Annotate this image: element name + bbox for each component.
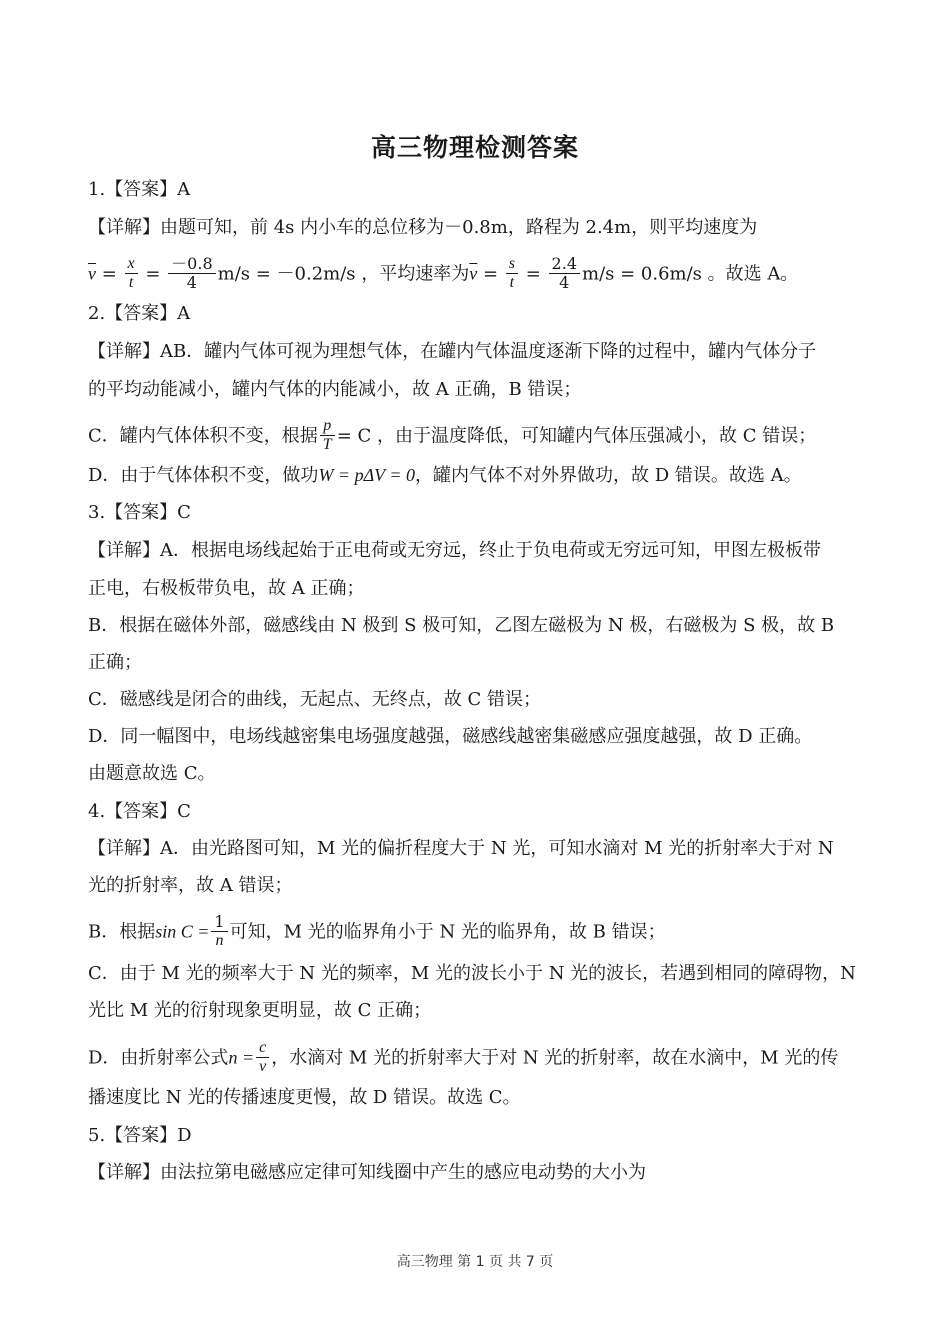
fraction-numerator: c xyxy=(256,1039,269,1058)
fraction-numerator: －0.8 xyxy=(168,255,215,274)
q3-detail-line-1: 【详解】A．根据电场线起始于正电荷或无穷远，终止于负电荷或无穷远可知，甲图左极板带 xyxy=(88,540,821,561)
text: ，罐内气体不对外界做功，故 D 错误。故选 A。 xyxy=(414,465,802,486)
q4-detail-line-1: 【详解】A．由光路图可知，M 光的偏折程度大于 N 光，可知水滴对 M 光的折射率大于对 N xyxy=(88,838,834,859)
q3-detail-line-7: 由题意故选 C。 xyxy=(88,763,216,784)
fraction-1-over-n xyxy=(211,913,227,950)
text: ，水滴对 M 光的折射率大于对 N 光的折射率，故在水滴中，M 光的传 xyxy=(271,1047,839,1069)
fraction-denominator: v xyxy=(259,1058,267,1075)
fraction-numerator: x xyxy=(125,255,138,274)
page-title: 高三物理检测答案 xyxy=(370,133,579,162)
q3-detail-line-6: D．同一幅图中，电场线越密集电场强度越强，磁感线越密集磁感应强度越强，故 D 正确。 xyxy=(88,726,813,747)
q2-detail-line-3 xyxy=(88,418,870,455)
fraction-numerator: 2.4 xyxy=(549,255,580,274)
q1-answer: 1.【答案】A xyxy=(88,179,191,200)
equals-sign: = xyxy=(520,263,547,285)
q2-detail-line-1: 【详解】AB．罐内气体可视为理想气体，在罐内气体温度逐渐下降的过程中，罐内气体分子 xyxy=(88,341,817,362)
q3-detail-line-4: 正确； xyxy=(88,652,142,673)
text: D．由折射率公式 xyxy=(88,1047,229,1069)
fraction-denominator: t xyxy=(128,274,134,291)
fraction-c-over-v xyxy=(256,1039,269,1076)
formula-text: m/s = －0.2m/s ，平均速率为 xyxy=(217,263,470,285)
fraction-numerator: p xyxy=(320,417,335,436)
fraction-numerator: s xyxy=(506,255,518,274)
fraction-s-over-t xyxy=(506,255,518,292)
text: = C ，由于温度降低，可知罐内气体压强减小，故 C 错误； xyxy=(336,425,817,447)
equals-sign: = xyxy=(477,263,504,285)
q4-answer: 4.【答案】C xyxy=(88,801,191,822)
q2-detail-line-2: 的平均动能减小，罐内气体的内能减小，故 A 正确，B 错误； xyxy=(88,379,582,400)
fraction-denominator: T xyxy=(322,436,332,453)
q4-detail-line-5: 光比 M 光的衍射现象更明显，故 C 正确； xyxy=(88,1000,432,1021)
avg-velocity-symbol: $\overline{v}$ xyxy=(88,263,96,284)
q2-detail-line-4 xyxy=(88,461,870,490)
fraction-x-over-t xyxy=(125,255,138,292)
equals-sign: = xyxy=(96,263,123,285)
q5-answer: 5.【答案】D xyxy=(88,1125,192,1146)
fraction-p-over-T xyxy=(320,417,335,454)
text: D．由于气体体积不变，做功 xyxy=(88,465,319,486)
equals-sign: = xyxy=(139,263,167,285)
q1-formula-line xyxy=(88,256,870,293)
q4-detail-line-4: C．由于 M 光的频率大于 N 光的频率，M 光的波长小于 N 光的波长，若遇到相同的障碍物，N xyxy=(88,963,856,984)
q3-detail-line-3: B．根据在磁体外部，磁感线由 N 极到 S 极可知，乙图左磁极为 N 极，右磁极为 S 极，故 B xyxy=(88,615,835,636)
q4-detail-line-2: 光的折射率，故 A 错误； xyxy=(88,875,293,896)
text: B．根据 xyxy=(88,921,156,943)
q5-detail-line-1: 【详解】由法拉第电磁感应定律可知线圈中产生的感应电动势的大小为 xyxy=(88,1162,646,1183)
q4-detail-line-3 xyxy=(88,914,870,951)
text: C．罐内气体体积不变，根据 xyxy=(88,425,318,447)
fraction-denominator: t xyxy=(509,274,515,291)
avg-speed-symbol: $\overline{v}$ xyxy=(469,263,478,284)
q2-answer: 2.【答案】A xyxy=(88,303,191,324)
fraction-denominator: 4 xyxy=(559,273,570,292)
fraction-distance xyxy=(549,255,580,292)
q3-detail-line-5: C．磁感线是闭合的曲线，无起点、无终点，故 C 错误； xyxy=(88,689,541,710)
formula-text: m/s = 0.6m/s 。故选 A。 xyxy=(582,263,799,285)
refraction-formula: n = xyxy=(228,1047,255,1068)
q4-detail-line-6 xyxy=(88,1040,870,1077)
q4-detail-line-7: 播速度比 N 光的传播速度更慢，故 D 错误。故选 C。 xyxy=(88,1087,521,1108)
page-footer: 高三物理 第 1 页 共 7 页 xyxy=(396,1254,554,1270)
text: 可知，M 光的临界角小于 N 光的临界角，故 B 错误； xyxy=(229,921,666,943)
work-formula: W = pΔV = 0 xyxy=(318,465,415,485)
q1-detail-line-1: 【详解】由题可知，前 4s 内小车的总位移为－0.8m，路程为 2.4m，则平均速度为 xyxy=(88,217,758,238)
fraction-denominator: n xyxy=(215,932,224,949)
q3-detail-line-2: 正电，右极板带负电，故 A 正确； xyxy=(88,578,365,599)
fraction-numerator: 1 xyxy=(211,913,227,932)
fraction-denominator: 4 xyxy=(186,273,197,292)
fraction-displacement xyxy=(168,255,215,292)
sin-formula: sin C = xyxy=(155,921,210,942)
q3-answer: 3.【答案】C xyxy=(88,502,191,523)
